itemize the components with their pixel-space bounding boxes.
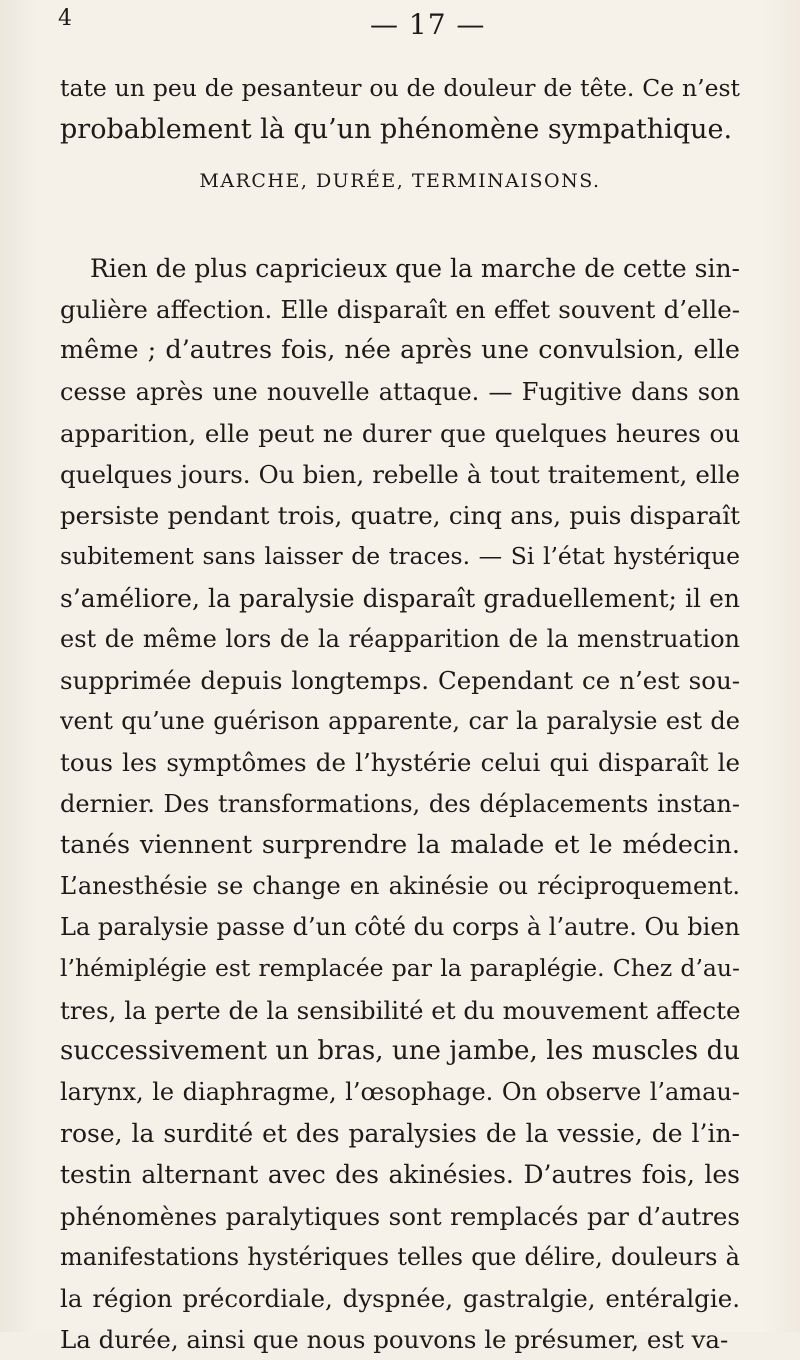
text-line: La paralysie passe d’un côté du corps à l’autre. Ou bien (60, 913, 740, 942)
text-line: phénomènes paralytiques sont remplacés par d’autres (60, 1201, 740, 1231)
text-line: dernier. Des transformations, des déplacements instan- (60, 789, 740, 818)
text-line: probablement là qu’un phénomène sympathique. (60, 114, 733, 146)
page-header (60, 8, 740, 44)
text-line: apparition, elle peut ne durer que quelques heures ou (60, 418, 740, 448)
intro-paragraph (60, 68, 740, 150)
text-line: manifestations hystériques telles que délire, douleurs à (60, 1242, 740, 1271)
text-line: tate un peu de pesanteur ou de douleur de tête. Ce n’est (60, 74, 740, 102)
text-line: larynx, le diaphragme, l’œsophage. On observe l’amau- (60, 1078, 740, 1107)
text-line: est de même lors de la réapparition de la menstruation (60, 624, 740, 653)
text-line: successivement un bras, une jambe, les muscles du (60, 1035, 740, 1066)
text-line: supprimée depuis longtemps. Cependant ce n’est sou- (60, 666, 740, 696)
text-line: quelques jours. Ou bien, rebelle à tout traitement, elle (60, 460, 740, 490)
body-paragraph (60, 248, 740, 1360)
text-line: subitement sans laisser de traces. — Si l’état hystérique (60, 542, 740, 571)
text-line: persiste pendant trois, quatre, cinq ans, puis disparaît (60, 501, 740, 531)
text-line: rose, la surdité et des paralysies de la vessie, de l’in- (60, 1119, 740, 1149)
text-line: tres, la perte de la sensibilité et du mouvement affecte (60, 995, 740, 1025)
text-line: gulière affection. Elle disparaît en effet souvent d’elle- (60, 295, 740, 325)
text-line: l’hémiplégie est remplacée par la paraplégie. Chez d’au- (60, 954, 740, 983)
text-line: tous les symptômes de l’hystérie celui qui disparaît le (60, 748, 740, 778)
text-line: vent qu’une guérison apparente, car la paralysie est de (60, 707, 740, 736)
text-line: même ; d’autres fois, née après une convulsion, elle (60, 335, 740, 366)
signature-mark: 4 (58, 6, 72, 31)
page-number: — 17 — (370, 8, 486, 41)
section-heading: MARCHE, DURÉE, TERMINAISONS. (199, 170, 601, 192)
text-line: La durée, ainsi que nous pouvons le présumer, est va- (60, 1325, 729, 1355)
text-line: la région précordiale, dyspnée, gastralgie, entéralgie. (60, 1284, 740, 1314)
text-line: s’améliore, la paralysie disparaît graduellement; il en (60, 583, 740, 613)
text-line: Rien de plus capricieux que la marche de cette sin- (90, 254, 740, 283)
text-line: L’anesthésie se change en akinésie ou réciproquement. (60, 872, 740, 901)
text-line: cesse après une nouvelle attaque. — Fugitive dans son (60, 377, 740, 406)
text-line: testin alternant avec des akinésies. D’autres fois, les (60, 1160, 740, 1190)
text-line: tanés viennent surprendre la malade et le médecin. (60, 829, 740, 860)
